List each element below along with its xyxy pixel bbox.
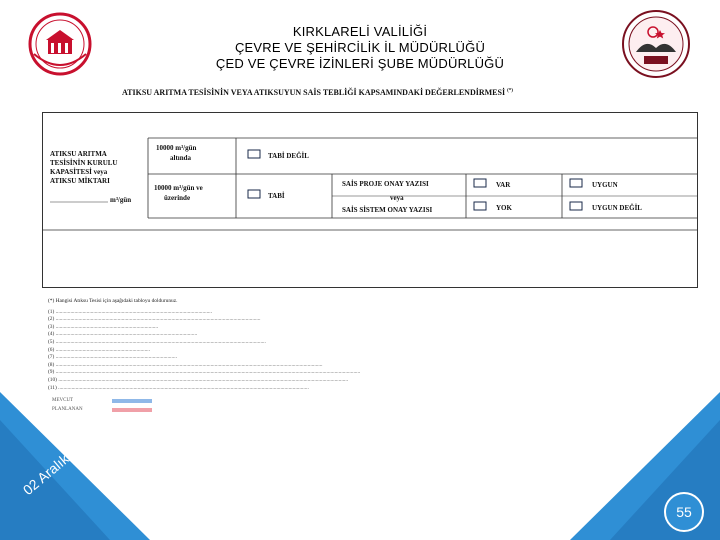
suitable-checkbox[interactable] bbox=[570, 179, 582, 187]
exists-label: VAR bbox=[496, 181, 511, 189]
header-line-1: KIRKLARELİ VALİLİĞİ bbox=[292, 24, 428, 39]
footnote-item: (2) ........................................................................................................................................................ bbox=[48, 316, 261, 323]
legend-item bbox=[52, 396, 162, 405]
header-title bbox=[130, 24, 590, 72]
footnote-item: (9) .................................................................................................................................................................................................................................. bbox=[48, 369, 361, 376]
footnote-item: (8) ...................................................................................................................................................................................................... bbox=[48, 361, 323, 368]
sais-approval-1: SAİS PROJE ONAY YAZISI bbox=[342, 180, 429, 188]
footer-date: 02 Aralık bbox=[19, 450, 72, 498]
not-subject-checkbox[interactable] bbox=[248, 150, 260, 158]
subject-checkbox[interactable] bbox=[248, 190, 260, 198]
footnote-item: (6) ...................................................................... bbox=[48, 346, 150, 353]
document-heading-note: (*) bbox=[507, 88, 513, 94]
footnote-item: (3) ............................................................................ bbox=[48, 323, 159, 330]
legend-label: PLANLANAN bbox=[52, 407, 83, 412]
row-header-line-2: TESİSİNİN KURULU bbox=[50, 159, 118, 167]
sais-or: veya bbox=[390, 194, 404, 202]
header-line-3: ÇED VE ÇEVRE İZİNLERİ ŞUBE MÜDÜRLÜĞÜ bbox=[215, 56, 505, 71]
legend-swatch bbox=[112, 399, 152, 403]
scanned-document bbox=[42, 84, 698, 414]
not-suitable-label: UYGUN DEĞİL bbox=[592, 204, 642, 212]
legend-item bbox=[52, 405, 162, 414]
footnote-item: (11) .......................................................................................................................................................................................... bbox=[48, 384, 309, 391]
ministry-emblem-logo bbox=[20, 10, 100, 78]
footnote-item: (1) .................................................................................................................... bbox=[48, 308, 212, 315]
capacity-small-line-2: altında bbox=[170, 154, 192, 162]
document-heading-text: ATIKSU ARITMA TESİSİNİN VEYA ATIKSUYUN SAİS TEBLİĞİ KAPSAMINDAKİ DEĞERLENDİRMESİ bbox=[122, 88, 506, 97]
governorship-seal-logo bbox=[618, 8, 694, 80]
capacity-large-line-2: üzerinde bbox=[164, 194, 191, 202]
footnote-item: (7) .......................................................................................... bbox=[48, 354, 177, 361]
footnote-item: (5) ............................................................................................................................................................ bbox=[48, 338, 266, 345]
option-not-subject-label: TABİ DEĞİL bbox=[268, 152, 309, 160]
exists-checkbox[interactable] bbox=[474, 179, 486, 187]
suitable-label: UYGUN bbox=[592, 181, 618, 189]
row-header-line-4: ATIKSU MİKTARI bbox=[50, 177, 110, 185]
page-number-badge: 55 bbox=[664, 492, 704, 532]
legend-swatch bbox=[112, 408, 152, 412]
legend bbox=[52, 396, 162, 414]
capacity-small-line-1: 10000 m³/gün bbox=[156, 144, 197, 152]
footnote-item: (10) ....................................................................................................................................................................................................................... bbox=[48, 376, 349, 383]
footnotes-title: (*) Hangisi Atıksu Tesisi için aşağıdaki tabloyu doldurunuz. bbox=[48, 298, 178, 304]
legend-list bbox=[52, 396, 162, 414]
row-header-line-3: KAPASİTESİ veya bbox=[50, 168, 108, 176]
sais-approval-2: SAİS SİSTEM ONAY YAZISI bbox=[342, 206, 433, 214]
not-suitable-checkbox[interactable] bbox=[570, 202, 582, 210]
document-heading bbox=[122, 88, 513, 97]
evaluation-table bbox=[42, 112, 698, 288]
row-header-line-1: ATIKSU ARITMA bbox=[50, 150, 107, 158]
not-exists-checkbox[interactable] bbox=[474, 202, 486, 210]
capacity-large-line-1: 10000 m³/gün ve bbox=[154, 184, 203, 192]
option-subject-label: TABİ bbox=[268, 192, 285, 200]
legend-label: MEVCUT bbox=[52, 398, 74, 403]
footnote-item: (4) ......................................................................................................... bbox=[48, 331, 198, 338]
footnotes-list bbox=[48, 309, 688, 393]
row-header-unit: m³/gün bbox=[110, 196, 132, 204]
header-line-2: ÇEVRE VE ŞEHİRCİLİK İL MÜDÜRLÜĞÜ bbox=[234, 40, 486, 55]
footnotes bbox=[48, 298, 688, 392]
not-exists-label: YOK bbox=[496, 204, 512, 212]
